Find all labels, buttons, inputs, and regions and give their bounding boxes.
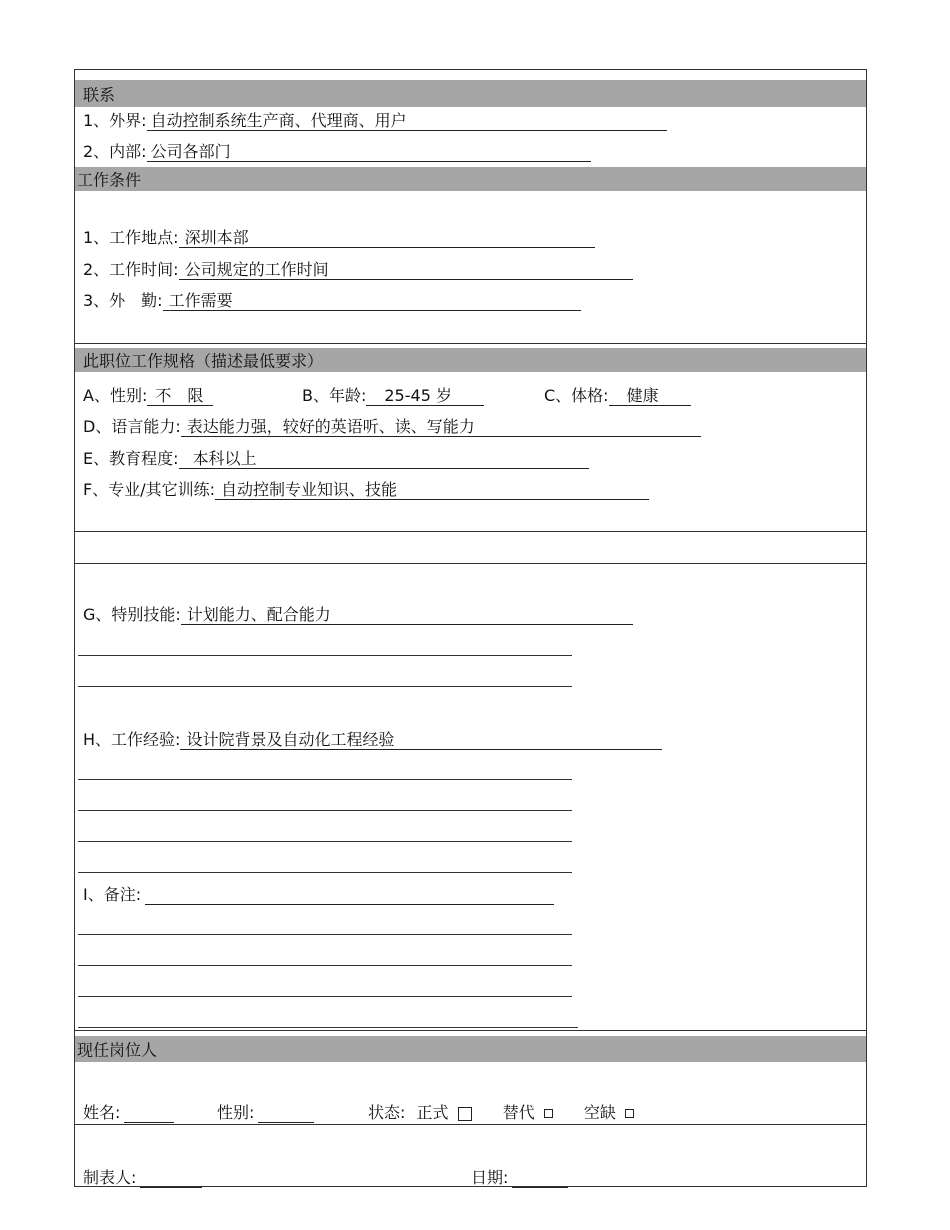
conditions-location-value[interactable]: 深圳本部	[179, 228, 595, 248]
section-divider	[75, 563, 866, 564]
blank-line[interactable]	[78, 686, 572, 687]
incumbent-name-label: 姓名:	[83, 1103, 121, 1122]
spec-experience-value[interactable]: 设计院背景及自动化工程经验	[180, 730, 662, 750]
contact-section-header	[75, 80, 866, 107]
spec-age-group	[302, 386, 484, 406]
status-formal-label: 正式	[416, 1103, 449, 1122]
spec-education-label: E、教育程度:	[83, 449, 179, 468]
status-vacant-label: 空缺	[583, 1103, 616, 1122]
spec-experience-label: H、工作经验:	[83, 730, 181, 749]
spec-training-value[interactable]: 自动控制专业知识、技能	[215, 480, 649, 500]
spec-age-label: B、年龄:	[302, 386, 367, 405]
spec-experience-row	[83, 730, 662, 750]
conditions-location-row	[83, 228, 595, 248]
contact-internal-value[interactable]: 公司各部门	[147, 142, 591, 162]
contact-internal-row	[83, 142, 591, 162]
conditions-time-value[interactable]: 公司规定的工作时间	[179, 260, 633, 280]
incumbent-name-group	[83, 1103, 174, 1123]
spec-language-row	[83, 417, 701, 437]
blank-line[interactable]	[78, 965, 572, 966]
footer-preparer-group	[83, 1168, 202, 1188]
incumbent-status-group	[368, 1103, 634, 1123]
conditions-location-label: 1、工作地点:	[83, 228, 179, 247]
conditions-time-label: 2、工作时间:	[83, 260, 179, 279]
spec-language-value[interactable]: 表达能力强，较好的英语听、读、写能力	[181, 417, 701, 437]
spec-language-label: D、语言能力:	[83, 417, 181, 436]
status-substitute-checkbox[interactable]	[544, 1109, 553, 1118]
spec-training-row	[83, 480, 649, 500]
contact-external-value[interactable]: 自动控制系统生产商、代理商、用户	[147, 111, 667, 131]
incumbent-name-field[interactable]	[124, 1103, 174, 1123]
contact-external-label: 1、外界:	[83, 111, 147, 130]
contact-external-row	[83, 111, 667, 131]
spec-physique-label: C、体格:	[544, 386, 609, 405]
contact-internal-label: 2、内部:	[83, 142, 147, 161]
section-divider	[75, 1030, 866, 1031]
blank-line[interactable]	[78, 996, 572, 997]
spec-header-text: 此职位工作规格（描述最低要求）	[83, 351, 324, 371]
spec-remarks-row	[83, 885, 554, 905]
spec-age-value[interactable]: 25-45 岁	[366, 386, 484, 406]
spec-skills-value[interactable]: 计划能力、配合能力	[181, 605, 633, 625]
conditions-section-header	[75, 167, 866, 191]
footer-date-group	[471, 1168, 568, 1188]
conditions-field-row	[83, 291, 581, 311]
job-description-form	[74, 69, 867, 1187]
spec-remarks-label: I、备注:	[83, 885, 142, 904]
spec-gender-age-physique-row	[83, 386, 213, 406]
spec-section-header	[75, 348, 866, 372]
status-vacant-checkbox[interactable]	[625, 1109, 634, 1118]
conditions-field-value[interactable]: 工作需要	[163, 291, 581, 311]
incumbent-gender-label: 性别:	[217, 1103, 255, 1122]
conditions-field-label: 3、外 勤:	[83, 291, 163, 310]
footer-preparer-label: 制表人:	[83, 1168, 137, 1187]
footer-date-label: 日期:	[471, 1168, 509, 1187]
conditions-header-text: 工作条件	[77, 170, 142, 190]
section-divider	[75, 1124, 866, 1125]
section-divider	[75, 531, 866, 532]
spec-gender-label: A、性别:	[83, 386, 148, 405]
spec-education-row	[83, 449, 589, 469]
blank-line[interactable]	[78, 655, 572, 656]
spec-remarks-value[interactable]	[145, 885, 554, 905]
contact-header-text: 联系	[83, 85, 116, 104]
incumbent-status-label: 状态:	[368, 1103, 406, 1122]
incumbent-section-header	[75, 1036, 866, 1062]
footer-preparer-field[interactable]	[140, 1168, 202, 1188]
spec-training-label: F、专业/其它训练:	[83, 480, 215, 499]
blank-line[interactable]	[78, 1027, 578, 1028]
spec-physique-value[interactable]: 健康	[609, 386, 691, 406]
spec-education-value[interactable]: 本科以上	[179, 449, 589, 469]
status-substitute-label: 替代	[502, 1103, 535, 1122]
conditions-time-row	[83, 260, 633, 280]
incumbent-gender-group	[217, 1103, 314, 1123]
status-formal-checkbox[interactable]	[458, 1107, 472, 1121]
spec-skills-label: G、特别技能:	[83, 605, 181, 624]
blank-line[interactable]	[78, 779, 572, 780]
spec-skills-row	[83, 605, 633, 625]
spec-physique-group	[544, 386, 691, 406]
blank-line[interactable]	[78, 810, 572, 811]
section-divider	[75, 343, 866, 344]
blank-line[interactable]	[78, 841, 572, 842]
blank-line[interactable]	[78, 872, 572, 873]
footer-date-field[interactable]	[512, 1168, 568, 1188]
blank-line[interactable]	[78, 934, 572, 935]
incumbent-header-text: 现任岗位人	[77, 1040, 158, 1060]
incumbent-gender-field[interactable]	[258, 1103, 314, 1123]
spec-gender-value[interactable]: 不 限	[147, 386, 213, 406]
